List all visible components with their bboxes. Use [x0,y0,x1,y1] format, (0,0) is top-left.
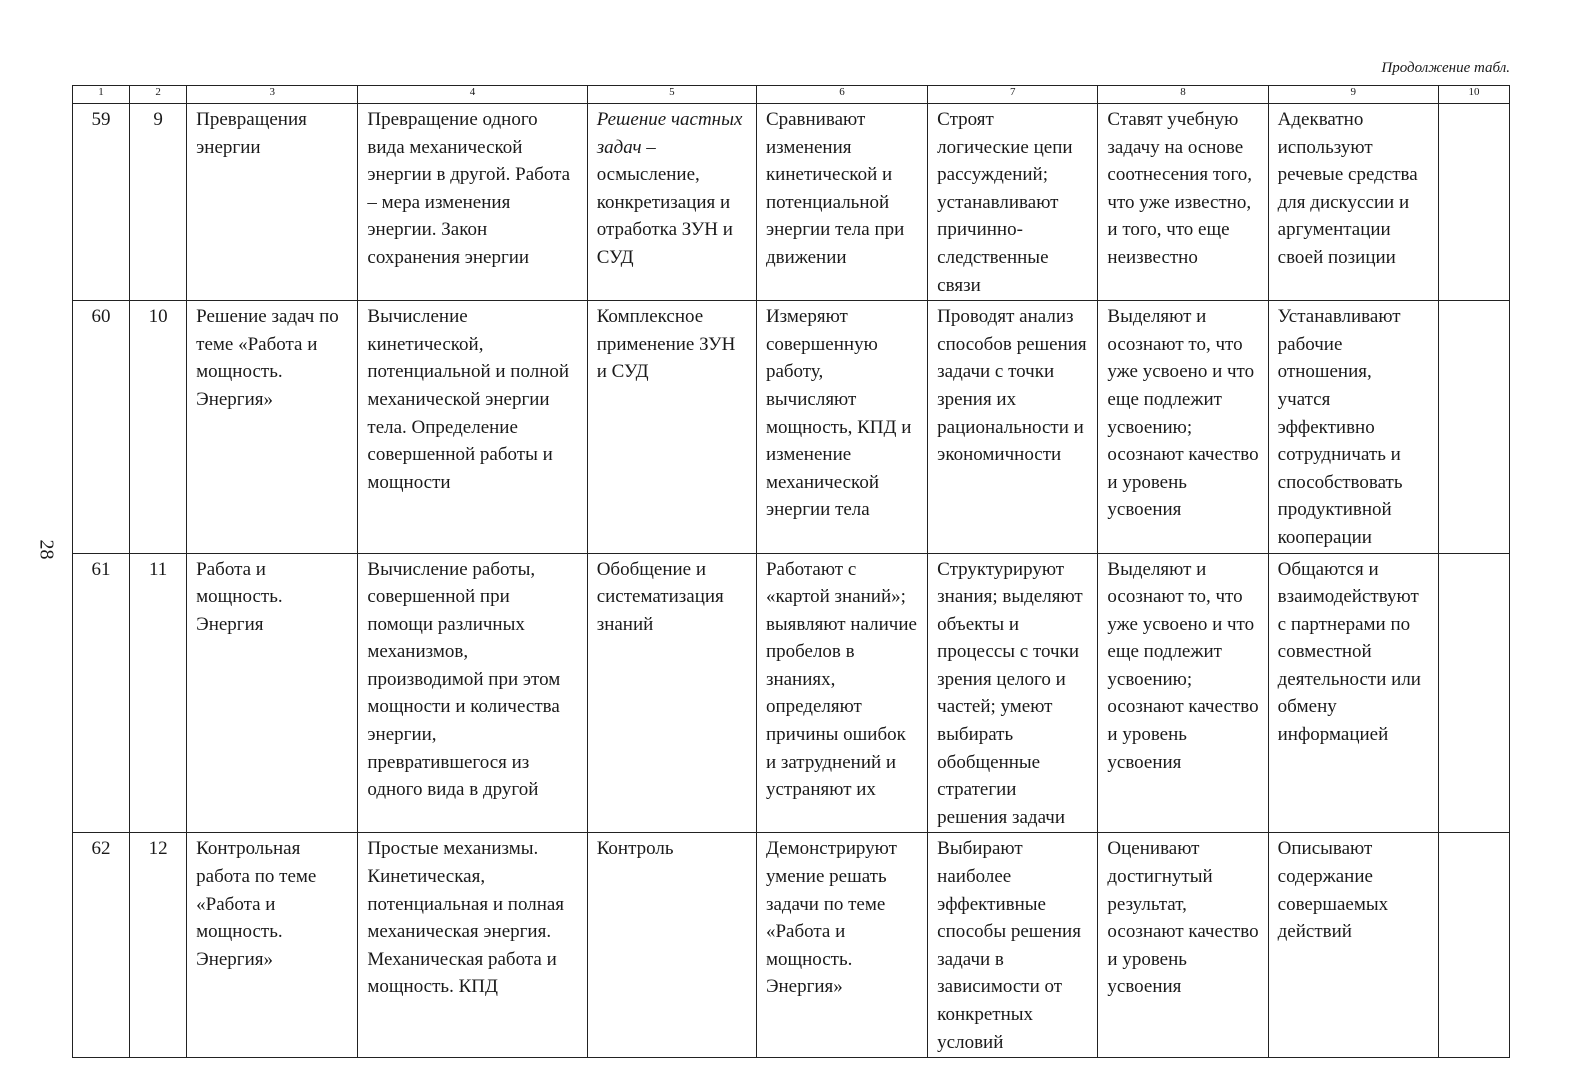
notes [1438,833,1509,1058]
lesson-content: Вычисление работы, совершенной при помощи различных механизмов, производимой при этом мощности и количества энергии, превратившегося из одного вида в другой [358,553,587,833]
column-header: 7 [928,86,1098,104]
lesson-topic: Решение задач по теме «Работа и мощность. Энергия» [187,301,358,553]
column-header: 3 [187,86,358,104]
column-header: 1 [73,86,130,104]
lesson-type-italic: Решение частных задач – [596,109,743,158]
column-header: 6 [756,86,927,104]
table-row [73,104,1510,301]
lesson-plan-table [72,85,1510,1058]
activity-description: Демонстрируют умение решать задачи по теме «Работа и мощность. Энергия» [756,833,927,1058]
cognitive-uud: Структурируют знания; выделяют объекты и процессы с точки зрения целого и частей; умеют выбирать обобщенные стратегии решения задачи [928,553,1098,833]
activity-description: Работают с «картой знаний»; выявляют наличие пробелов в знаниях, определяют причины ошибок и затруднений и устраняют их [756,553,927,833]
notes [1438,104,1509,301]
lesson-type [587,301,756,553]
column-header: 5 [587,86,756,104]
notes [1438,553,1509,833]
lesson-content: Превращение одного вида механической энергии в другой. Работа – мера изменения энергии. Закон сохранения энергии [358,104,587,301]
lesson-number: 59 [73,104,130,301]
lesson-type-text: Обобщение и систематизация знаний [596,558,724,635]
activity-description: Измеряют совершенную работу, вычисляют мощность, КПД и изменение механической энергии тела [756,301,927,553]
topic-lesson-number: 10 [130,301,187,553]
lesson-content: Простые механизмы. Кинетическая, потенциальная и полная механическая энергия. Механическая работа и мощность. КПД [358,833,587,1058]
topic-lesson-number: 9 [130,104,187,301]
cognitive-uud: Проводят анализ способов решения задачи с точки зрения их рациональности и экономичности [928,301,1098,553]
communicative-uud: Адекватно используют речевые средства для дискуссии и аргументации своей позиции [1268,104,1438,301]
communicative-uud: Описывают содержание совершаемых действий [1268,833,1438,1058]
topic-lesson-number: 11 [130,553,187,833]
lesson-type-text: Комплексное применение ЗУН и СУД [596,306,736,383]
column-header: 2 [130,86,187,104]
cognitive-uud: Выбирают наиболее эффективные способы решения задачи в зависимости от конкретных условий [928,833,1098,1058]
regulatory-uud: Выделяют и осознают то, что уже усвоено и что еще подлежит усвоению; осознают качество и уровень усвоения [1098,301,1268,553]
lesson-topic: Превращения энергии [187,104,358,301]
lesson-topic: Контрольная работа по теме «Работа и мощность. Энергия» [187,833,358,1058]
column-header: 9 [1268,86,1438,104]
lesson-type-text: осмысление, конкретизация и отработка ЗУН и СУД [596,164,733,268]
lesson-content: Вычисление кинетической, потенциальной и полной механической энергии тела. Определение совершенной работы и мощности [358,301,587,553]
lesson-type [587,104,756,301]
table-row [73,553,1510,833]
communicative-uud: Устанавливают рабочие отношения, учатся эффективно сотрудничать и способствовать продуктивной кооперации [1268,301,1438,553]
lesson-type [587,553,756,833]
cognitive-uud: Строят логические цепи рассуждений; устанавливают причинно-следственные связи [928,104,1098,301]
regulatory-uud: Оценивают достигнутый результат, осознают качество и уровень усвоения [1098,833,1268,1058]
page-number: 28 [35,539,58,560]
column-header: 10 [1438,86,1509,104]
table-row [73,833,1510,1058]
lesson-number: 61 [73,553,130,833]
notes [1438,301,1509,553]
lesson-topic: Работа и мощность. Энергия [187,553,358,833]
lesson-number: 60 [73,301,130,553]
column-header: 4 [358,86,587,104]
lesson-number: 62 [73,833,130,1058]
table-row [73,301,1510,553]
lesson-type-text: Контроль [596,838,674,860]
regulatory-uud: Выделяют и осознают то, что уже усвоено и что еще подлежит усвоению; осознают качество и уровень усвоения [1098,553,1268,833]
topic-lesson-number: 12 [130,833,187,1058]
column-number-header-row [73,86,1510,104]
activity-description: Сравнивают изменения кинетической и потенциальной энергии тела при движении [756,104,927,301]
regulatory-uud: Ставят учебную задачу на основе соотнесения того, что уже известно, и того, что еще неизвестно [1098,104,1268,301]
table-continuation-caption: Продолжение табл. [1381,60,1510,76]
lesson-type [587,833,756,1058]
column-header: 8 [1098,86,1268,104]
communicative-uud: Общаются и взаимодействуют с партнерами по совместной деятельности или обмену информацией [1268,553,1438,833]
